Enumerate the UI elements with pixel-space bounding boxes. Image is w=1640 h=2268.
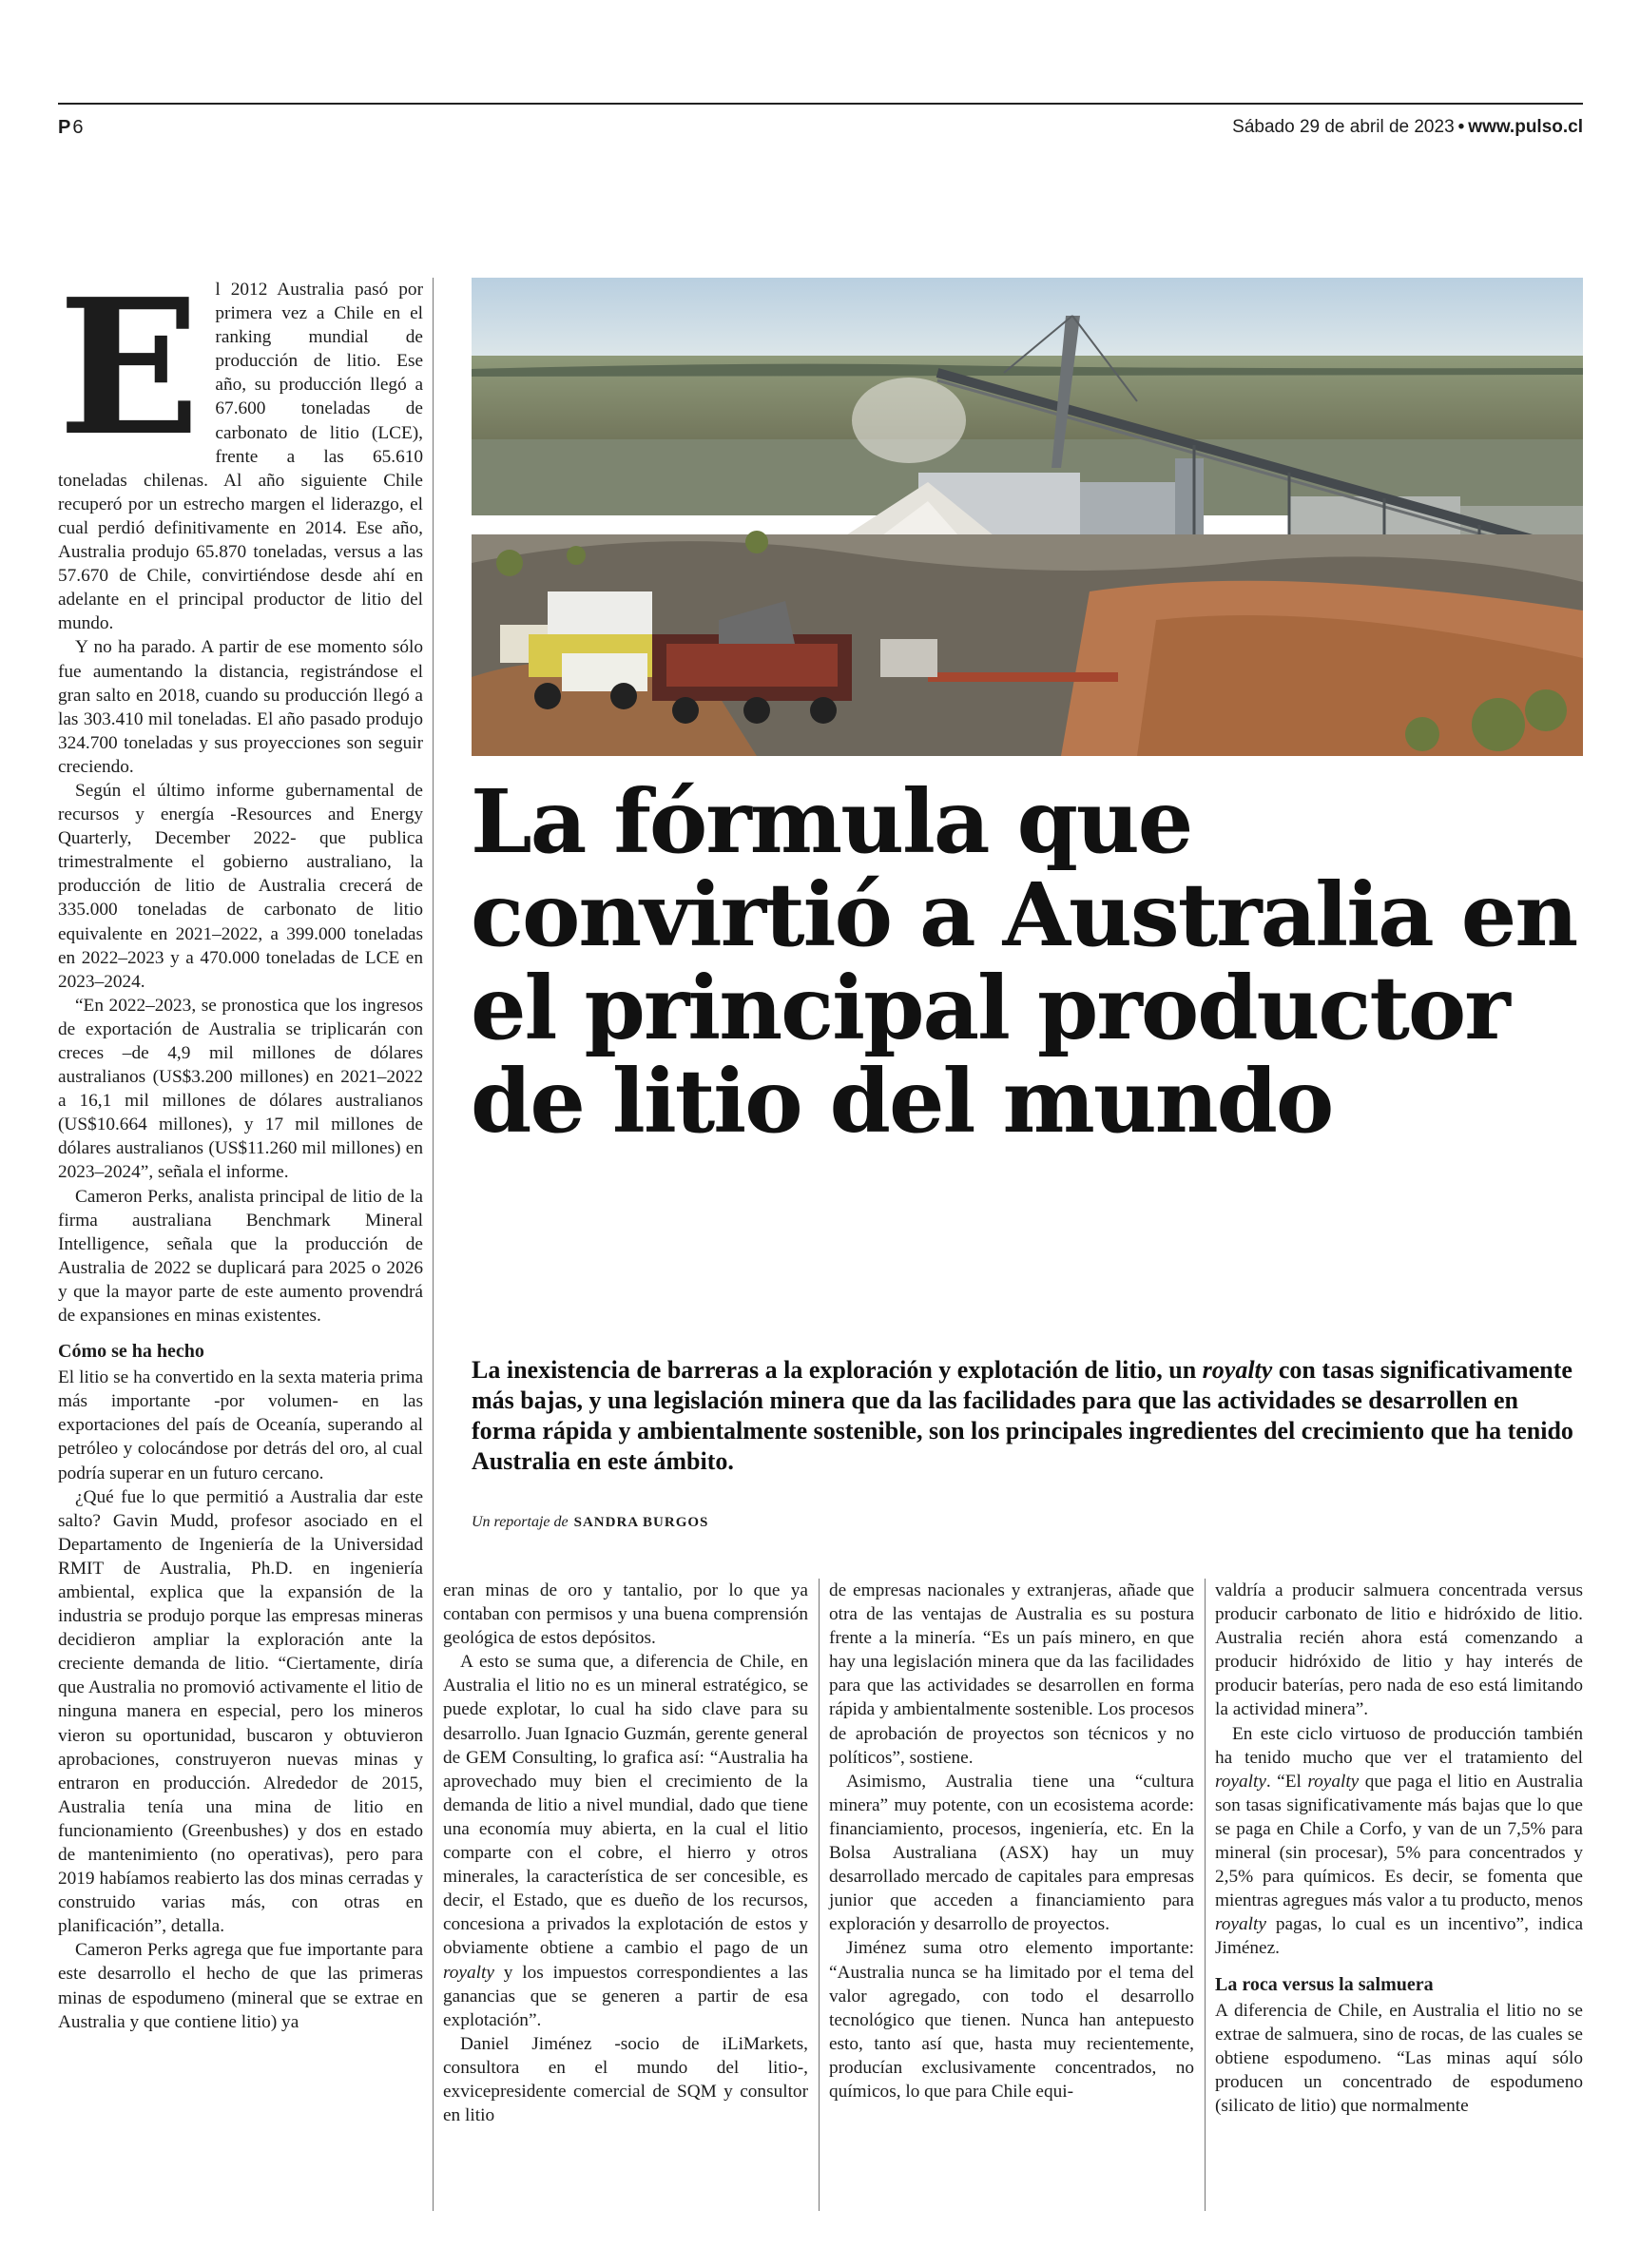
- header-rule: [58, 103, 1583, 105]
- paragraph: [1215, 1722, 1583, 1961]
- page-number: 6: [72, 117, 84, 138]
- paragraph: “En 2022–2023, se pronostica que los ingresos de exportación de Australia se triplicarán con creces –de 4,9 mil millones de dólares australianos (US$3.200 millones) en 2021–2022 a 16,1 mil millones de dólares australianos (US$10.664 millones), y 17 mil millones de dólares australianos (US$11.260 mil millones) en 2023–2024”, señala el informe.: [58, 995, 423, 1183]
- paragraph-text: A esto se suma que, a diferencia de Chile, en Australia el litio no es un mineral estratégico, se puede explotar, lo cual ha sido clave para su desarrollo. Juan Ignacio Guzmán, gerente general de GEM Consulting, lo grafica así: “Australia ha aprovechado muy bien el crecimiento de la demanda de litio a nivel mundial, dado que tiene una economía muy abierta, en la cual el litio comparte con el cobre, el hierro y otros minerales, la característica de ser concesible, es decir, el Estado, que es dueño de los recursos, concesiona a privados la explotación de estos y obviamente obtiene a cambio el pago de un: [443, 1652, 808, 1959]
- dateline: Sábado 29 de abril de 2023 • www.pulso.cl: [1232, 117, 1583, 137]
- article-column-1: [58, 259, 423, 2034]
- paragraph: Daniel Jiménez -socio de iLiMarkets, consultora en el mundo del litio-, exvicepresidente comercial de SQM y consultor en litio: [443, 2033, 808, 2126]
- deck-text: con tasas significativamente más bajas, y una legislación minera que da las facilidades para que las actividades se desarrollen en forma rápida y ambientalmente sostenible, son los principales ingredientes del crecimiento que ha tenido Australia en este ámbito.: [472, 1356, 1573, 1475]
- paragraph: Según el último informe gubernamental de recursos y energía -Resources and Energy Quarterly, December 2022- que publica trimestralmente el gobierno australiano, la producción de litio de Australia crecerá de 335.000 toneladas de carbonato de litio equivalente en 2021–2022, a 399.000 toneladas en 2022–2023 y a 470.000 toneladas de LCE en 2023–2024.: [58, 780, 423, 992]
- paragraph: Y no ha parado. A partir de ese momento sólo fue aumentando la distancia, registrándose el gran salto en 2018, cuando su producción llegó a las 303.410 mil toneladas. El año pasado produjo 324.700 toneladas y sus proyecciones son seguir creciendo.: [58, 637, 423, 777]
- paragraph: A diferencia de Chile, en Australia el litio no se extrae de salmuera, sino de rocas, de las cuales se obtiene espodumeno. “Las minas aquí sólo producen un concentrado de espodumeno (silicato de litio) que normalmente: [1215, 2000, 1583, 2116]
- deck-text: La inexistencia de barreras a la exploración y explotación de litio, un: [472, 1356, 1203, 1384]
- paragraph: Jiménez suma otro elemento importante: “Australia nunca se ha limitado por el tema del valor agregado, con todo el desarrollo tecnológico que tienen. Nunca han antepuesto esto, tanto así que, hasta muy recientemente, producían exclusivamente concentrados, no químicos, lo que para Chile equi-: [829, 1938, 1194, 2102]
- italic-term: royalty: [1215, 1914, 1266, 1935]
- column-divider: [819, 1579, 820, 2211]
- article-column-3: [829, 1579, 1194, 2103]
- subheading: Cómo se ha hecho: [58, 1341, 204, 1363]
- section-letter: P: [58, 117, 71, 138]
- deck-italic: royalty: [1202, 1356, 1273, 1384]
- paragraph: Cameron Perks agrega que fue importante para este desarrollo el hecho de que las primeras minas de espodumeno (mineral que se extrae en Australia y que contiene litio) ya: [58, 1940, 423, 2032]
- byline: [472, 1514, 708, 1531]
- italic-term: royalty: [443, 1962, 494, 1983]
- mine-photo: [472, 278, 1583, 756]
- article-column-4: [1215, 1579, 1583, 2118]
- byline-author: SANDRA BURGOS: [573, 1515, 709, 1530]
- deck: [472, 1355, 1583, 1477]
- issue-date: Sábado 29 de abril de 2023: [1232, 117, 1455, 137]
- website-link[interactable]: www.pulso.cl: [1468, 117, 1583, 137]
- paragraph-text: pagas, lo cual es un incentivo”, indica Jiménez.: [1215, 1914, 1583, 1959]
- paragraph-text: que paga el litio en Australia son tasas significativamente más bajas que lo que se paga en Chile a Corfo, y van de un 7,5% para mineral (sin procesar), 5% para concentrados y 2,5% para químicos. Es decir, se fomenta que mientras agregues más valor a tu producto, menos: [1215, 1771, 1584, 1911]
- byline-label: Un reportaje de: [472, 1514, 569, 1530]
- paragraph: ¿Qué fue lo que permitió a Australia dar este salto? Gavin Mudd, profesor asociado en el Departamento de Ingeniería de la Universidad RMIT de Australia, Ph.D. en ingeniería ambiental, explica que la expansión de la industria se produjo porque las empresas mineras decidieron ampliar la exploración ante la creciente demanda de litio. “Ciertamente, diría que Australia no promovió activamente el litio de ninguna manera en especial, pero los mineros vieron su oportunidad, buscaron y obtuvieron aprobaciones, construyeron nuevas minas y entraron en producción. Alrededor de 2015, Australia tenía una mina de litio en funcionamiento (Greenbushes) y dos en estado de mantenimiento (no operativas), pero para 2019 habíamos reabierto las dos minas cerradas y construido varias más, con otras en planificación”, detalla.: [58, 1486, 423, 1937]
- paragraph: Cameron Perks, analista principal de litio de la firma australiana Benchmark Mineral Intelligence, señala que la producción de Australia de 2022 se duplicará para 2025 o 2026 y que la mayor parte de este aumento provendrá de expansiones en minas existentes.: [58, 1186, 423, 1327]
- paragraph-text: . “El: [1265, 1771, 1308, 1792]
- paragraph-text: En este ciclo virtuoso de producción también ha tenido mucho que ver el tratamiento del: [1215, 1723, 1583, 1768]
- subheading: La roca versus la salmuera: [1215, 1973, 1434, 1995]
- paragraph: eran minas de oro y tantalio, por lo que ya contaban con permisos y una buena comprensión geológica de estos depósitos.: [443, 1580, 808, 1649]
- paragraph: de empresas nacionales y extranjeras, añade que otra de las ventajas de Australia es su postura frente a la minería. “Es un país minero, en que hay una legislación minera que da las facilidades para que las actividades se desarrollen en forma rápida y ambientalmente sostenible. Los procesos de aprobación de proyectos son técnicos y no políticos”, sostiene.: [829, 1580, 1194, 1768]
- paragraph: Asimismo, Australia tiene una “cultura minera” muy potente, con un ecosistema acorde: financiamiento, procesos, ingeniería, etc. En la Bolsa Australiana (ASX) hay un muy desarrollado mercado de capitales para empresas junior que acceden a financiamiento para exploración y desarrollo de proyectos.: [829, 1771, 1194, 1935]
- article-column-2: [443, 1579, 808, 2127]
- paragraph: l 2012 Australia pasó por primera vez a Chile en el ranking mundial de producción de litio. Ese año, su producción llegó a 67.600 toneladas de carbonato de litio (LCE), frente a las 65.610 toneladas chilenas. Al año siguiente Chile recuperó por un estrecho margen el liderazgo, el cual perdió definitivamente en 2014. Ese año, Australia produjo 65.870 toneladas, versus a las 57.670 de Chile, convirtiéndose desde ahí en adelante en el principal productor de litio del mundo.: [58, 280, 423, 634]
- paragraph: El litio se ha convertido en la sexta materia prima más importante -por volumen- en las exportaciones del país de Oceanía, superando al petróleo y colocándose por detrás del oro, al cual podría superar en un futuro cercano.: [58, 1367, 423, 1483]
- paragraph: [443, 1650, 808, 2032]
- italic-term: royalty: [1307, 1771, 1360, 1792]
- italic-term: royalty: [1215, 1771, 1266, 1792]
- page-folio: [58, 117, 83, 139]
- paragraph: valdría a producir salmuera concentrada versus producir carbonato de litio e hidróxido de litio. Australia recién ahora está comenzando a producir hidróxido de litio y hay interés de producir baterías, pero nada de eso está limitando la actividad minera”.: [1215, 1580, 1583, 1720]
- column-divider: [433, 278, 434, 2211]
- drop-cap: E: [58, 259, 201, 477]
- paragraph-text: y los impuestos correspondientes a las ganancias que se generen a partir de esa explotación”.: [443, 1962, 808, 2030]
- headline: La fórmula que convirtió a Australia en el principal productor de litio del mundo: [471, 770, 1577, 1153]
- column-divider: [1205, 1579, 1206, 2211]
